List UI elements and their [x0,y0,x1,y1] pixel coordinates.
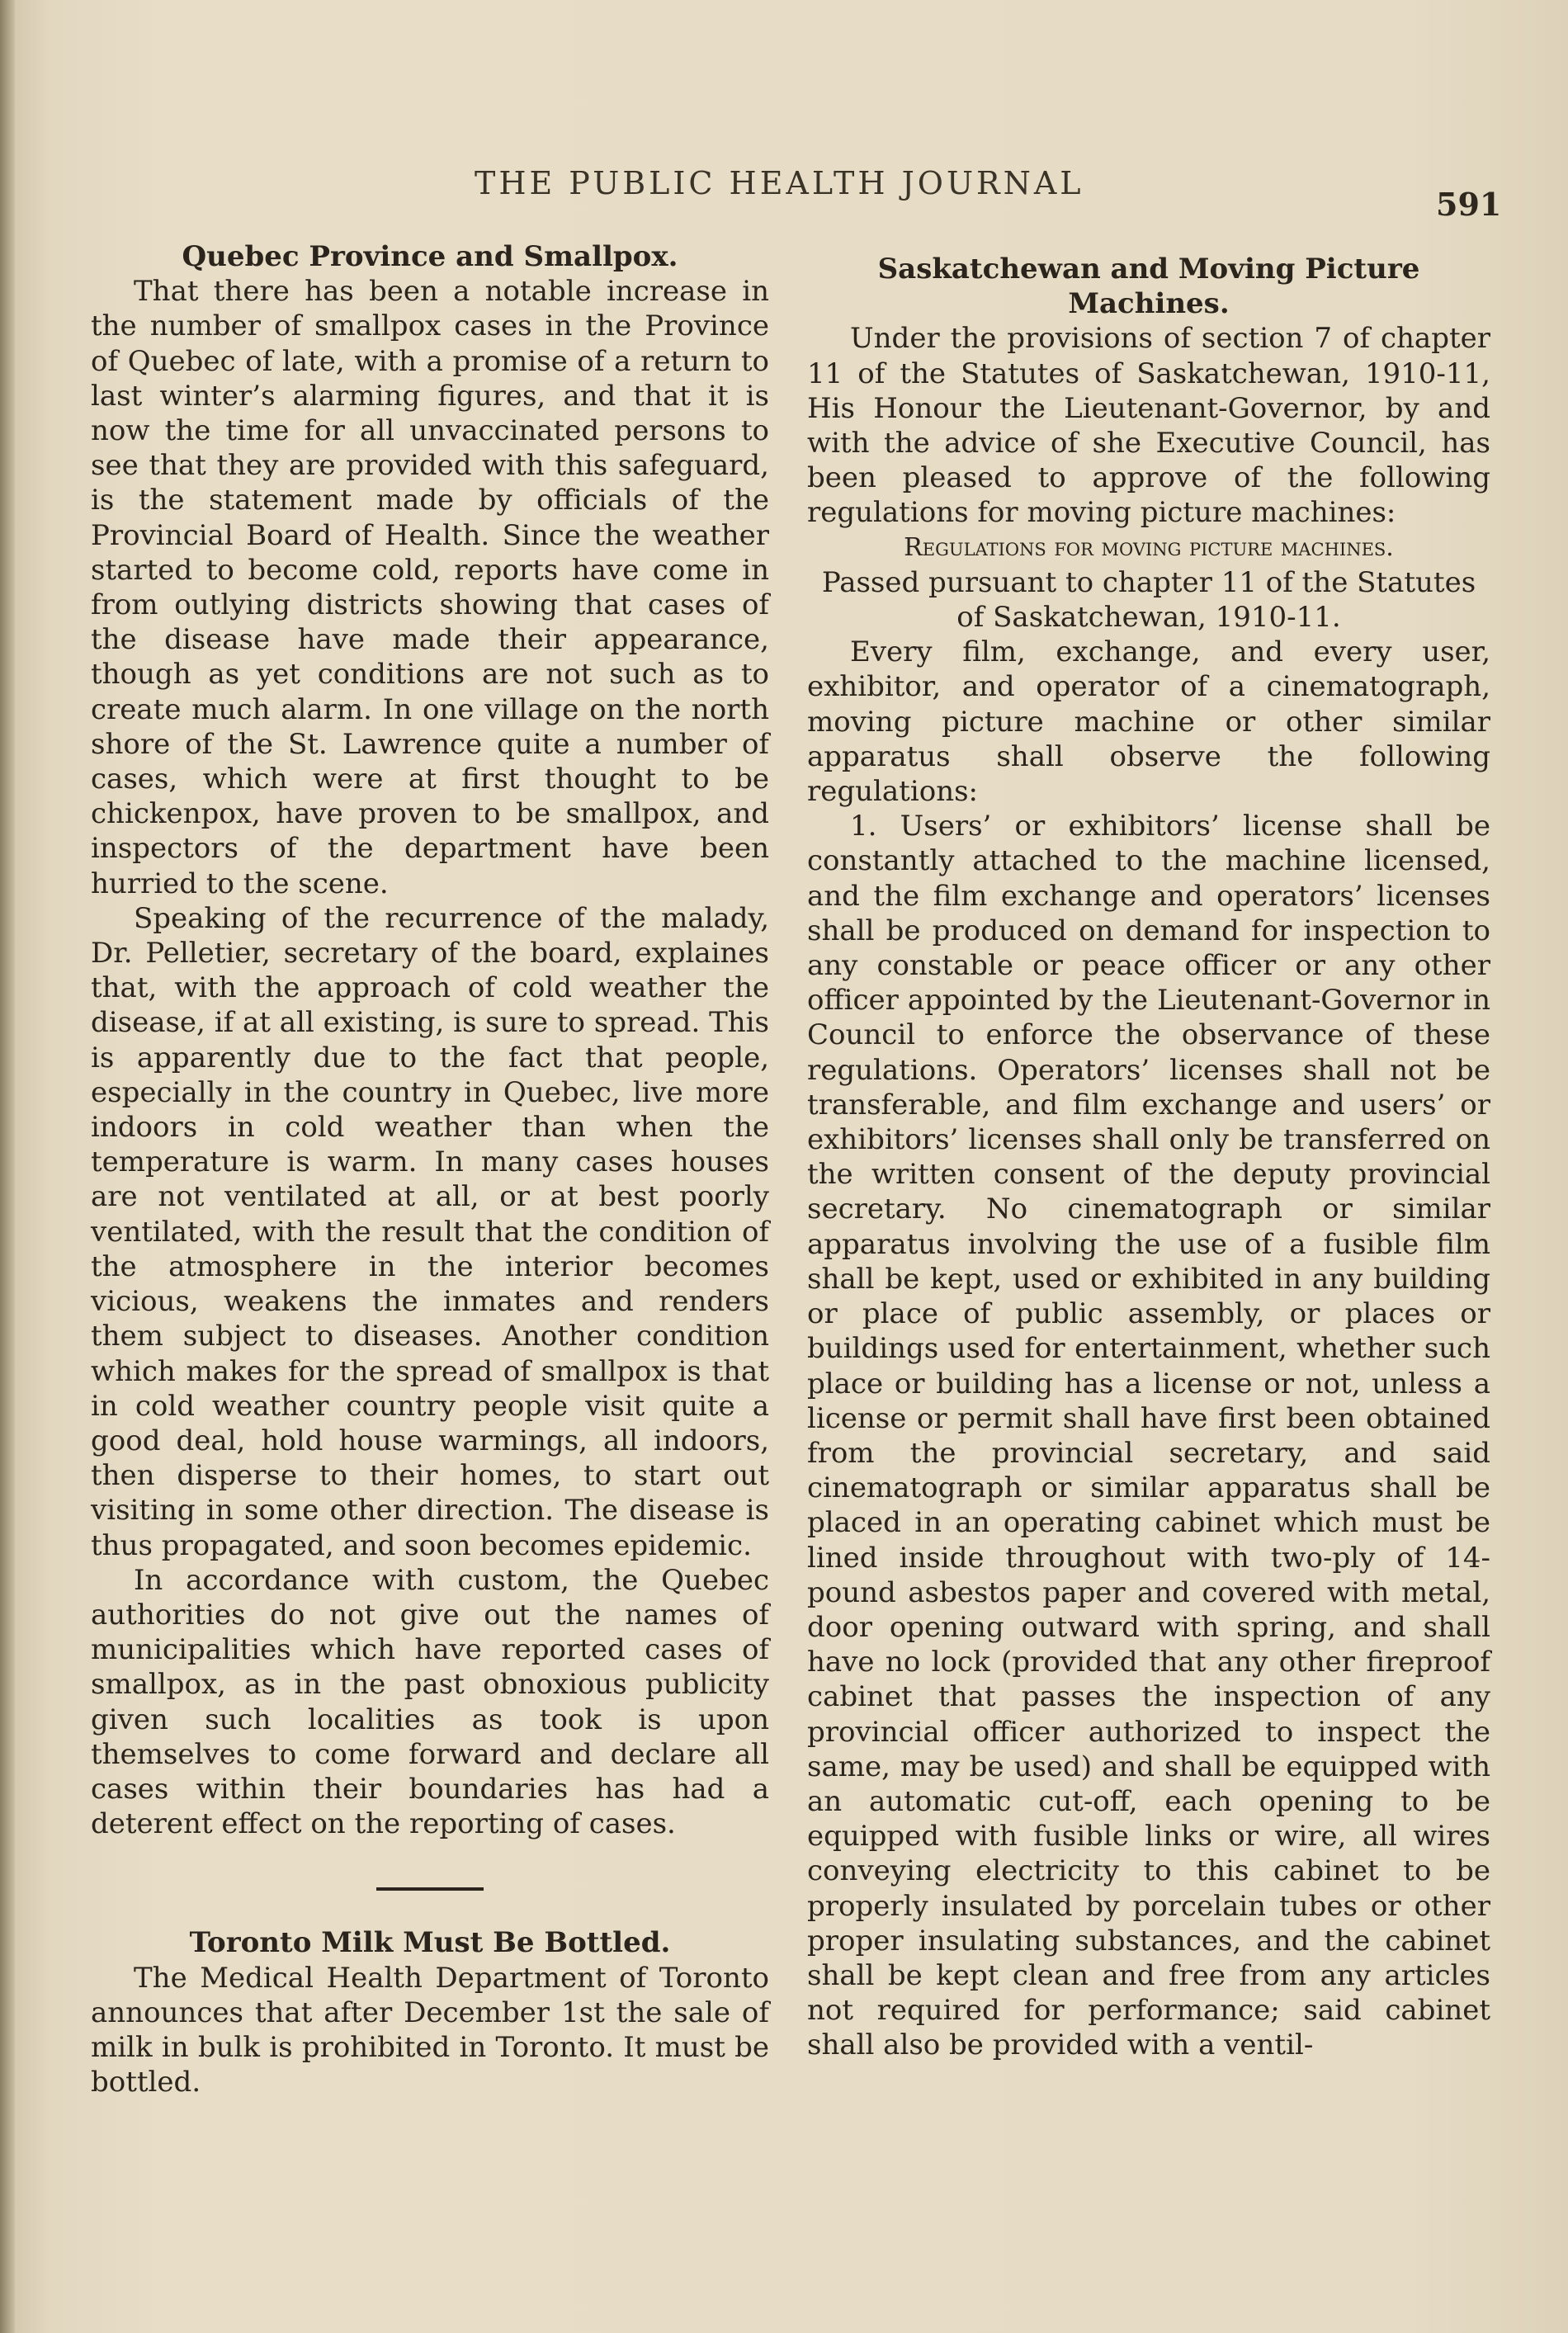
article-paragraph: Every film, exchange, and every user, exhibitor, and operator of a cinematograph, moving picture machine or other similar apparatus shall observe the following regulations: [807,635,1490,809]
passed-pursuant-line: Passed pursuant to chapter 11 of the Statutes of Saskatchewan, 1910-11. [821,565,1476,635]
article-paragraph: The Medical Health Department of Toronto announces that after December 1st the sale of milk in bulk is prohibited in Toronto. It must be bottled. [91,1961,769,2099]
section-divider [376,1887,484,1891]
page-spine-edge [0,0,15,2333]
article-paragraph: Speaking of the recurrence of the malady, Dr. Pelletier, secretary of the board, explaines that, with the approach of cold weather the disease, if at all existing, is sure to spread. This is apparently due to the fact that people, especially in the country in Quebec, live more indoors in cold weather than when the temperature is warm. In many cases houses are not ventilated at all, or at best poorly ventilated, with the result that the condition of the atmosphere in the interior becomes vicious, weakens the inmates and renders them subject to diseases. Another condition which makes for the spread of smallpox is that in cold weather country people visit quite a good deal, hold house warmings, all indoors, then disperse to their homes, to start out visiting in some other direction. The disease is thus propagated, and soon becomes epidemic. [91,901,769,1562]
running-head: THE PUBLIC HEALTH JOURNAL [475,165,1084,201]
left-column [91,239,769,2099]
article-title-quebec-smallpox: Quebec Province and Smallpox. [182,240,678,273]
article-paragraph: Under the provisions of section 7 of chapter 11 of the Statutes of Saskatchewan, 1910-11, His Honour the Lieutenant-Governor, by and with the advice of she Executive Council, has been pleased to approve of the following regulations for moving picture machines: [807,322,1490,530]
article-title-toronto-milk: Toronto Milk Must Be Bottled. [189,1926,671,1960]
article-paragraph: In accordance with custom, the Quebec authorities do not give out the names of municipalities which have reported cases of smallpox, as in the past obnoxious publicity given such localities as took is upon themselves to come forward and declare all cases within their boundaries has had a deterent effect on the reporting of cases. [91,1563,769,1841]
regulations-heading: Regulations for moving picture machines. [904,532,1394,562]
right-column [807,252,1490,2063]
regulation-item-1: 1. Users’ or exhibitors’ license shall be constantly attached to the machine licensed, and the film exchange and operators’ licenses shall be produced on demand for inspection to any constable or peace officer or any other officer appointed by the Lieutenant-Governor in Council to enforce the observance of these regulations. Operators’ licenses shall not be transferable, and film exchange and users’ or exhibitors’ licenses shall only be transferred on the written consent of the deputy provincial secretary. No cinematograph or similar apparatus involving the use of a fusible film shall be kept, used or exhibited in any building or place of public assembly, or places or buildings used for entertainment, whether such place or building has a license or not, unless a license or permit shall have first been obtained from the provincial secretary, and said cinematograph or similar apparatus shall be placed in an operating cabinet which must be lined inside throughout with two-ply of 14-pound asbestos paper and covered with metal, door opening outward with spring, and shall have no lock (provided that any other fireproof cabinet that passes the inspection of any provincial officer authorized to inspect the same, may be used) and shall be equipped with an automatic cut-off, each opening to be equipped with fusible links or wire, all wires conveying electricity to this cabinet to be properly insulated by porcelain tubes or other proper insulating substances, and the cabinet shall be kept clean and free from any articles not required for performance; said cabinet shall also be provided with a ventil- [807,810,1490,2062]
article-paragraph: That there has been a notable increase in the number of smallpox cases in the Province of Quebec of late, with a promise of a return to last winter’s alarming figures, and that it is now the time for all unvaccinated persons to see that they are provided with this safeguard, is the statement made by officials of the Provincial Board of Health. Since the weather started to become cold, reports have come in from outlying districts showing that cases of the disease have made their appearance, though as yet conditions are not such as to create much alarm. In one village on the north shore of the St. Lawrence quite a number of cases, which were at first thought to be chickenpox, have proven to be smallpox, and inspectors of the department have been hurried to the scene. [91,275,769,900]
article-title-saskatchewan: Saskatchewan and Moving Picture Machines. [877,253,1420,321]
page-number: 591 [1436,186,1502,223]
